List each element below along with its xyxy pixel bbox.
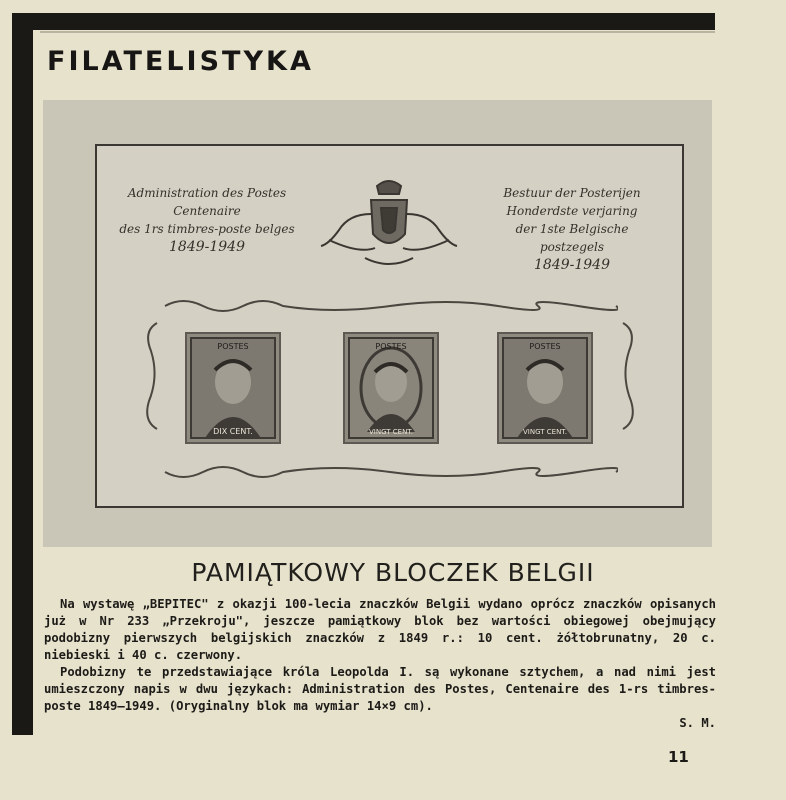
article-paragraph-1: Na wystawę „BEPITEC" z okazji 100-lecia znaczków Belgii wydano oprócz znaczków opisanych już w Nr 233 „Przekroju", jeszcze pamiątkowy blok bez wartości obiegowej obejmujący podobizny pierwszych belgijskich znaczków z 1849 r.: 10 cent. żółtobrunatny, 20 c. niebieski i 40 c. czerwony. xyxy=(44,597,716,662)
caption-french-line3: des 1rs timbres-poste belges xyxy=(119,222,295,236)
stamp-dix-cent xyxy=(185,332,281,444)
stamp-center-bottom: VINGT CENT. xyxy=(369,428,413,436)
caption-french-year: 1849-1949 xyxy=(169,239,245,255)
stamp-vingt-cent-right xyxy=(497,332,593,444)
section-heading: FILATELISTYKA xyxy=(47,46,314,77)
stamp-right-bottom: VINGT CENT. xyxy=(523,428,567,436)
article-title: PAMIĄTKOWY BLOCZEK BELGII xyxy=(191,558,595,587)
stamp-center-top: POSTES xyxy=(375,342,407,351)
ornament-scroll-top xyxy=(163,296,618,316)
stamp-dix-cent-top: POSTES xyxy=(217,342,249,351)
caption-flemish-year: 1849-1949 xyxy=(534,257,610,273)
frame-left-bar xyxy=(12,13,33,735)
stamp-vingt-cent-center xyxy=(343,332,439,444)
souvenir-sheet xyxy=(95,144,684,508)
ornament-scroll-bottom xyxy=(163,462,618,482)
ornament-side-left xyxy=(141,321,163,431)
coat-of-arms-icon xyxy=(319,174,459,274)
article-body xyxy=(44,596,716,732)
caption-french-line2: Centenaire xyxy=(173,204,241,218)
stamp-right-top: POSTES xyxy=(529,342,561,351)
page-number: 11 xyxy=(668,748,689,766)
caption-flemish-line1: Bestuur der Posterijen xyxy=(503,186,641,200)
souvenir-sheet-photo xyxy=(43,100,712,547)
caption-flemish xyxy=(482,184,662,274)
caption-french-line1: Administration des Postes xyxy=(127,186,287,200)
caption-flemish-line2: Honderdste verjaring xyxy=(506,204,638,218)
article-signature: S. M. xyxy=(679,716,716,730)
ornament-side-right xyxy=(617,321,639,431)
caption-french xyxy=(117,184,297,256)
frame-inner-rule xyxy=(40,31,715,33)
frame-top-bar xyxy=(12,13,715,30)
caption-flemish-line3: der 1ste Belgische postzegels xyxy=(515,222,629,254)
article-paragraph-2: Podobizny te przedstawiające króla Leopolda I. są wykonane sztychem, a nad nimi jest umieszczony napis w dwu językach: Administration des Postes, Centenaire des 1-rs timbres-poste 1849—1949. (Oryginalny blok ma wymiar 14×9 cm). xyxy=(44,665,716,713)
stamp-dix-cent-bottom: DIX CENT. xyxy=(213,427,253,436)
